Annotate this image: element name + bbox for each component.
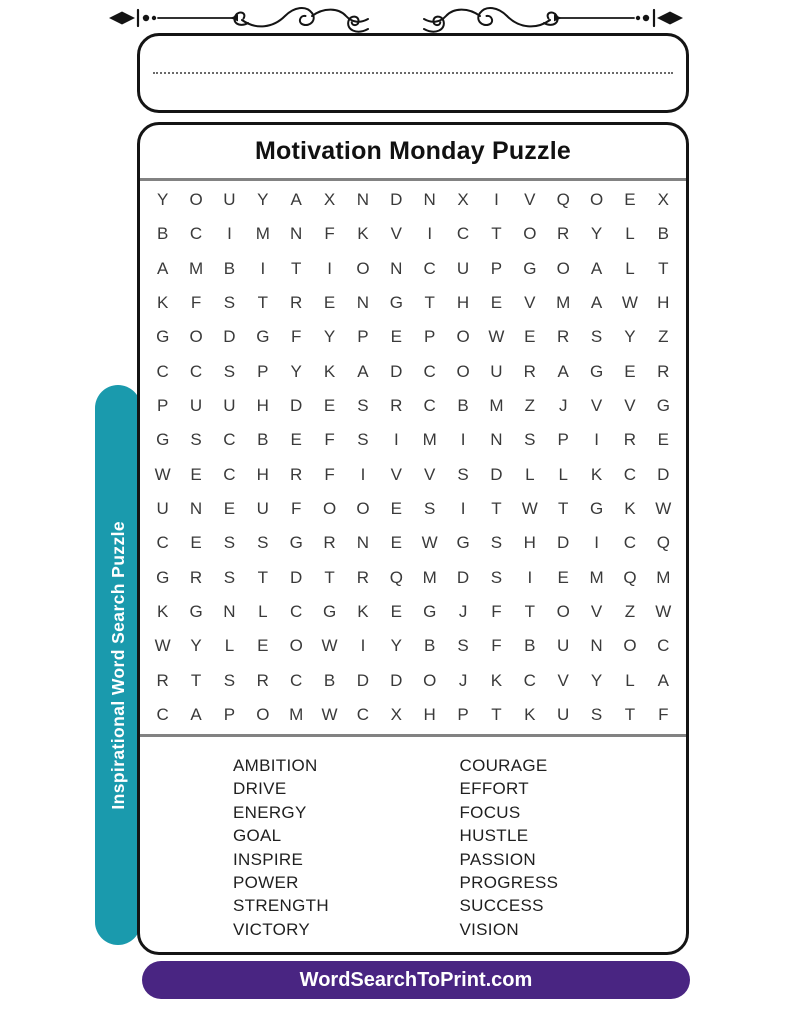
word-list-item: DRIVE (233, 779, 287, 799)
grid-cell: Y (323, 327, 336, 347)
grid-cell: E (257, 636, 269, 656)
grid-cell: H (256, 396, 269, 416)
grid-cell: C (156, 361, 169, 381)
grid-cell: A (290, 190, 302, 210)
grid-cell: U (156, 498, 169, 518)
grid-cell: H (456, 293, 470, 313)
grid-cell: G (256, 327, 270, 347)
grid-cell: E (524, 327, 536, 347)
grid-cell: S (457, 636, 469, 656)
grid-cell: S (223, 361, 236, 381)
grid-cell: Q (656, 533, 670, 553)
grid-cell: S (490, 533, 503, 553)
grid-cell: U (557, 636, 570, 656)
grid-cell: L (625, 670, 635, 690)
grid-cell: V (590, 396, 603, 416)
grid-cell: C (356, 704, 370, 724)
grid-cell: C (623, 464, 637, 484)
grid-cell: P (424, 327, 436, 347)
grid-cell: I (360, 636, 366, 656)
grid-cell: R (557, 224, 570, 244)
grid-cell: S (223, 670, 236, 690)
grid-cell: G (156, 430, 170, 450)
grid-cell: T (491, 224, 502, 244)
grid-cell: H (523, 533, 536, 553)
word-list-item: PASSION (459, 849, 536, 869)
grid-cell: G (156, 327, 170, 347)
grid-cell: M (422, 567, 437, 587)
grid-cell: A (157, 258, 169, 278)
grid-cell: P (557, 430, 569, 450)
grid-cell: W (655, 601, 672, 621)
grid-cell: N (490, 430, 503, 450)
grid-cell: G (589, 498, 604, 518)
grid-cell: R (256, 670, 269, 690)
sidebar-pill (95, 385, 141, 945)
grid-cell: B (323, 670, 336, 690)
grid-cell: D (657, 464, 670, 484)
grid-cell: I (427, 224, 433, 244)
grid-cell: R (523, 361, 536, 381)
grid-cell: C (623, 533, 637, 553)
grid-cell: M (656, 567, 671, 587)
grid-cell: O (189, 327, 203, 347)
word-list-item: ENERGY (233, 802, 307, 822)
grid-cell: D (390, 670, 403, 690)
grid-cell: J (458, 670, 468, 690)
grid-cell: W (154, 636, 171, 656)
grid-cell: W (488, 327, 505, 347)
grid-cell: T (324, 567, 335, 587)
grid-cell: C (523, 670, 536, 690)
grid-cell: F (491, 601, 502, 621)
grid-cell: G (589, 361, 604, 381)
grid-cell: O (589, 190, 604, 210)
decorative-flourish-border (102, 2, 690, 34)
grid-cell: A (557, 361, 569, 381)
grid-cell: K (524, 704, 536, 724)
grid-cell: S (590, 327, 603, 347)
grid-cell: E (624, 190, 636, 210)
grid-cell: K (157, 601, 169, 621)
grid-cell: Q (556, 190, 570, 210)
grid-cell: I (527, 567, 533, 587)
grid-cell: O (289, 636, 303, 656)
grid-cell: N (423, 190, 436, 210)
grid-cell: D (390, 361, 403, 381)
grid-cell: C (657, 636, 670, 656)
grid-cell: Y (157, 190, 169, 210)
grid-cell: O (189, 190, 203, 210)
word-list-right (460, 754, 687, 952)
grid-cell: O (523, 224, 537, 244)
grid-cell: B (223, 258, 236, 278)
grid-cell: X (457, 190, 469, 210)
grid-cell: P (457, 704, 469, 724)
grid-cell: S (223, 533, 236, 553)
grid-cell: G (322, 601, 337, 621)
grid-cell: Z (658, 327, 669, 347)
grid-cell: N (290, 224, 303, 244)
grid-cell: X (390, 704, 402, 724)
word-list-item: INSPIRE (233, 849, 304, 869)
grid-cell: G (523, 258, 537, 278)
grid-cell: M (188, 258, 204, 278)
grid-cell: C (456, 224, 470, 244)
grid-cell: E (657, 430, 669, 450)
word-list-item: SUCCESS (459, 896, 544, 916)
grid-cell: J (458, 601, 468, 621)
grid-cell: K (323, 361, 336, 381)
grid-cell: E (390, 327, 402, 347)
grid-cell: T (190, 670, 202, 690)
grid-cell: L (558, 464, 568, 484)
grid-cell: K (357, 224, 369, 244)
grid-cell: E (624, 361, 636, 381)
grid-cell: Z (624, 601, 636, 621)
grid-cell: S (590, 704, 603, 724)
grid-cell: Y (290, 361, 302, 381)
grid-cell: T (290, 258, 302, 278)
grid-cell: X (323, 190, 336, 210)
grid-cell: E (323, 293, 336, 313)
grid-cell: O (322, 498, 337, 518)
grid-cell: S (424, 498, 436, 518)
grid-cell: S (223, 567, 236, 587)
grid-cell: D (456, 567, 470, 587)
grid-cell: Y (590, 670, 603, 690)
grid-cell: S (357, 396, 369, 416)
grid-cell: Y (257, 190, 269, 210)
word-list-item: COURAGE (459, 756, 548, 775)
grid-cell: G (423, 601, 437, 621)
grid-cell: S (490, 567, 503, 587)
grid-cell: T (658, 258, 669, 278)
grid-cell: S (457, 464, 469, 484)
grid-cell: T (624, 704, 636, 724)
grid-cell: W (154, 464, 171, 484)
grid-cell: E (390, 601, 402, 621)
grid-cell: F (190, 293, 202, 313)
grid-cell: C (189, 361, 203, 381)
grid-cell: C (156, 533, 169, 553)
grid-cell: R (623, 430, 637, 450)
grid-cell: Y (590, 224, 603, 244)
grid-cell: N (590, 636, 603, 656)
grid-cell: J (558, 396, 568, 416)
footer-pill (142, 961, 690, 999)
word-list-item: VISION (459, 919, 519, 939)
grid-cell: F (658, 704, 669, 724)
grid-cell: U (223, 396, 236, 416)
grid-cell: G (156, 567, 170, 587)
grid-cell: O (456, 327, 470, 347)
grid-cell: T (491, 704, 502, 724)
grid-cell: P (490, 258, 503, 278)
grid-cell: Q (389, 567, 403, 587)
grid-cell: T (491, 498, 502, 518)
grid-cell: H (256, 464, 269, 484)
grid-cell: I (594, 430, 599, 450)
grid-cell: T (524, 601, 535, 621)
grid-cell: D (290, 567, 303, 587)
grid-cell: L (258, 601, 268, 621)
grid-cell: O (623, 636, 637, 656)
name-box (137, 33, 689, 113)
grid-cell: V (424, 464, 436, 484)
grid-cell: B (524, 636, 536, 656)
word-list-left (233, 754, 460, 952)
word-search-grid (140, 181, 686, 734)
grid-cell: V (390, 224, 402, 244)
grid-cell: L (625, 258, 635, 278)
grid-cell: C (290, 670, 303, 690)
grid-cell: M (255, 224, 270, 244)
grid-cell: U (223, 190, 236, 210)
grid-cell: K (357, 601, 369, 621)
grid-cell: U (256, 498, 269, 518)
grid-cell: V (590, 601, 603, 621)
grid-cell: Y (190, 636, 202, 656)
grid-cell: C (290, 601, 303, 621)
grid-cell: V (390, 464, 402, 484)
grid-cell: R (156, 670, 169, 690)
grid-cell: E (190, 533, 202, 553)
grid-cell: I (327, 258, 332, 278)
grid-cell: O (423, 670, 437, 690)
grid-cell: F (324, 430, 335, 450)
grid-cell: F (290, 498, 302, 518)
grid-cell: M (422, 430, 437, 450)
grid-cell: G (389, 293, 403, 313)
grid-cell: I (460, 430, 466, 450)
grid-cell: R (390, 396, 403, 416)
word-list-item: STRENGTH (233, 896, 329, 916)
word-list-item: VICTORY (233, 919, 311, 939)
grid-cell: I (494, 190, 499, 210)
puzzle-title: Motivation Monday Puzzle (255, 137, 571, 165)
grid-cell: S (357, 430, 369, 450)
grid-cell: E (290, 430, 302, 450)
grid-cell: G (289, 533, 303, 553)
grid-cell: N (390, 258, 403, 278)
grid-cell: E (223, 498, 236, 518)
grid-cell: W (421, 533, 438, 553)
grid-cell: D (223, 327, 236, 347)
grid-cell: C (223, 464, 236, 484)
grid-cell: L (525, 464, 535, 484)
grid-cell: U (456, 258, 470, 278)
grid-cell: Y (390, 636, 402, 656)
grid-cell: D (390, 190, 403, 210)
grid-cell: N (356, 293, 370, 313)
grid-cell: K (157, 293, 169, 313)
grid-cell: M (589, 567, 604, 587)
grid-cell: F (324, 464, 335, 484)
grid-cell: P (257, 361, 269, 381)
grid-cell: D (356, 670, 370, 690)
grid-cell: C (189, 224, 203, 244)
grid-cell: G (456, 533, 470, 553)
grid-cell: T (257, 567, 268, 587)
grid-cell: H (657, 293, 670, 313)
grid-cell: I (460, 498, 466, 518)
grid-cell: M (489, 396, 504, 416)
grid-cell: I (227, 224, 232, 244)
puzzle-box (137, 122, 689, 955)
grid-cell: U (490, 361, 503, 381)
grid-cell: S (257, 533, 269, 553)
grid-cell: C (156, 704, 169, 724)
grid-cell: X (657, 190, 669, 210)
grid-cell: L (625, 224, 635, 244)
grid-cell: P (357, 327, 369, 347)
grid-cell: W (621, 293, 638, 313)
word-list-item: PROGRESS (459, 873, 559, 893)
word-list-item: AMBITION (233, 756, 318, 775)
grid-cell: A (590, 258, 603, 278)
word-list-item: POWER (233, 873, 299, 893)
grid-cell: C (423, 396, 436, 416)
grid-cell: G (189, 601, 203, 621)
grid-cell: O (556, 258, 570, 278)
grid-cell: O (356, 258, 370, 278)
grid-cell: I (260, 258, 266, 278)
grid-cell: E (390, 533, 402, 553)
grid-cell: B (657, 224, 669, 244)
word-list-item: FOCUS (459, 802, 521, 822)
grid-cell: W (321, 636, 338, 656)
grid-cell: R (356, 567, 370, 587)
word-list-section (140, 737, 686, 952)
grid-cell: S (190, 430, 202, 450)
grid-cell: Y (624, 327, 636, 347)
grid-cell: S (223, 293, 236, 313)
grid-cell: Z (524, 396, 535, 416)
grid-cell: D (490, 464, 503, 484)
grid-cell: B (457, 396, 469, 416)
grid-cell: R (657, 361, 670, 381)
grid-cell: A (590, 293, 603, 313)
grid-cell: D (557, 533, 570, 553)
grid-cell: B (157, 224, 169, 244)
grid-cell: N (356, 533, 370, 553)
grid-cell: R (323, 533, 336, 553)
grid-cell: R (189, 567, 203, 587)
grid-cell: V (524, 190, 536, 210)
grid-cell: E (490, 293, 503, 313)
grid-cell: W (655, 498, 672, 518)
grid-cell: A (357, 361, 369, 381)
footer-site-label: WordSearchToPrint.com (299, 968, 533, 991)
grid-cell: C (423, 258, 436, 278)
grid-cell: P (157, 396, 169, 416)
grid-cell: O (556, 601, 570, 621)
sidebar-label: Inspirational Word Search Puzzle (107, 520, 128, 810)
grid-cell: T (257, 293, 268, 313)
grid-cell: E (390, 498, 402, 518)
grid-cell: W (321, 704, 338, 724)
grid-cell: S (524, 430, 536, 450)
grid-cell: B (424, 636, 436, 656)
grid-cell: W (521, 498, 538, 518)
grid-cell: A (190, 704, 202, 724)
grid-cell: R (290, 293, 303, 313)
grid-cell: E (323, 396, 336, 416)
grid-cell: K (590, 464, 603, 484)
grid-cell: K (624, 498, 636, 518)
grid-cell: U (189, 396, 203, 416)
grid-cell: U (557, 704, 570, 724)
grid-cell: T (557, 498, 569, 518)
grid-cell: M (289, 704, 304, 724)
grid-cell: N (223, 601, 236, 621)
word-list-item: HUSTLE (459, 826, 529, 846)
grid-cell: L (224, 636, 235, 656)
grid-cell: B (257, 430, 269, 450)
title-row (140, 125, 686, 178)
grid-cell: E (190, 464, 202, 484)
grid-cell: I (594, 533, 599, 553)
grid-cell: K (490, 670, 503, 690)
grid-cell: O (356, 498, 370, 518)
word-list-item: EFFORT (459, 779, 529, 799)
grid-cell: V (524, 293, 536, 313)
grid-cell: E (557, 567, 569, 587)
grid-cell: N (356, 190, 370, 210)
grid-cell: R (290, 464, 303, 484)
grid-cell: G (656, 396, 670, 416)
grid-cell: P (223, 704, 236, 724)
grid-cell: V (557, 670, 569, 690)
grid-cell: T (424, 293, 435, 313)
grid-cell: F (290, 327, 302, 347)
grid-cell: F (324, 224, 335, 244)
grid-cell: C (423, 361, 436, 381)
name-write-line (153, 72, 673, 74)
grid-cell: R (557, 327, 570, 347)
grid-cell: O (456, 361, 470, 381)
grid-cell: A (657, 670, 669, 690)
grid-cell: Q (623, 567, 637, 587)
grid-cell: O (256, 704, 270, 724)
word-list-item: GOAL (233, 826, 282, 846)
grid-cell: C (223, 430, 236, 450)
grid-cell: H (423, 704, 436, 724)
grid-cell: D (290, 396, 303, 416)
grid-cell: V (624, 396, 636, 416)
grid-cell: I (360, 464, 366, 484)
grid-cell: M (556, 293, 571, 313)
grid-cell: I (393, 430, 399, 450)
grid-cell: F (491, 636, 502, 656)
grid-cell: N (189, 498, 203, 518)
